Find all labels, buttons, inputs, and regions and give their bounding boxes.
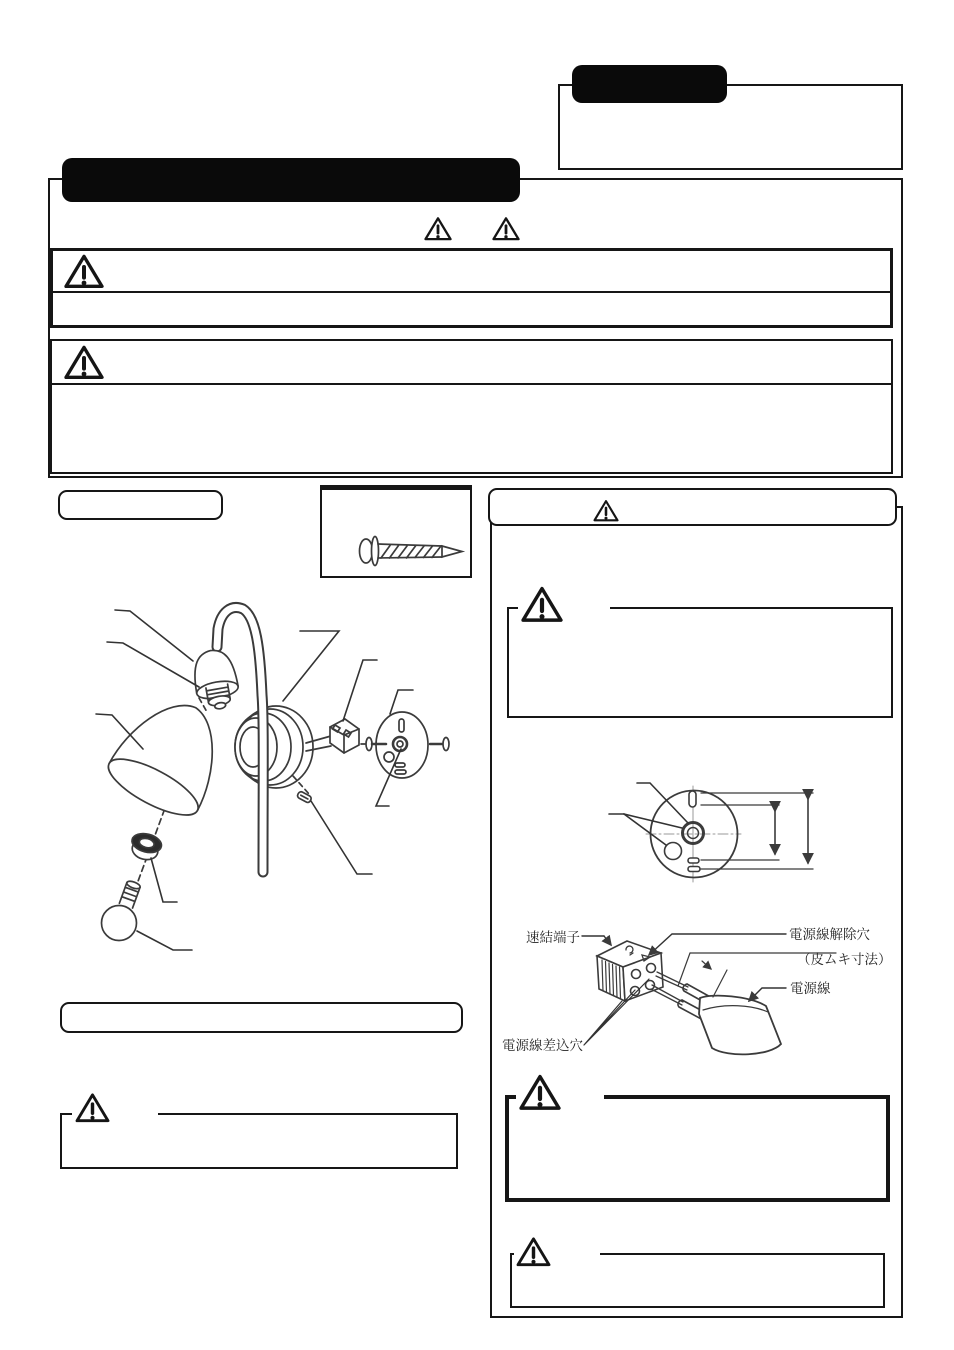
label-quick-connect-terminal: 速結端子 [526,930,580,946]
label-power-cord: 電源線 [790,981,831,997]
warning-icon [518,585,610,627]
redacted-section-header-bar [62,158,520,202]
lamp-part-leader-lines [96,610,413,950]
divider [53,291,890,293]
lamp-exploded-diagram [96,608,449,950]
redacted-model-title-bar [572,65,727,103]
parts-section-label-box [58,490,223,520]
warning-icon [64,344,104,380]
accessory-screw-box [320,485,472,578]
warning-icon [593,499,619,522]
warning-icon [516,1073,604,1117]
label-power-cord-release-hole: 電源線解除穴 [789,927,870,943]
warning-icon [514,1236,600,1272]
warning-statement-box-2 [50,339,893,474]
installation-panel-header [488,488,897,526]
warning-icon [64,253,104,289]
warning-statement-box-1 [50,248,893,328]
section-label-box-bottom [60,1002,463,1033]
divider [52,383,891,385]
warning-icon [72,1092,158,1132]
warning-icon [492,216,520,241]
warning-icon [424,216,452,241]
label-strip-length: （皮ムキ寸法） [797,952,892,968]
label-power-cord-insert-hole: 電源線差込穴 [502,1038,583,1054]
